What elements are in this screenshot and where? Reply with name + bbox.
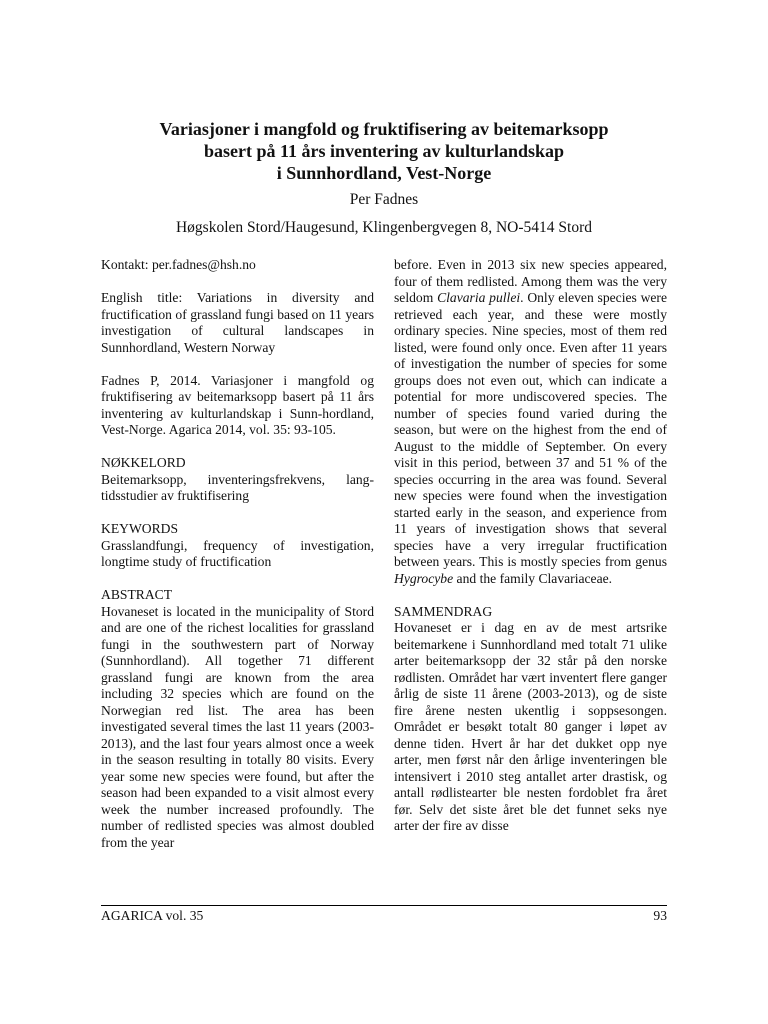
title-line: basert på 11 års inventering av kulturlandskap — [203, 141, 565, 161]
author-name: Per Fadnes — [349, 191, 419, 208]
sammendrag-text: Hovaneset er i dag en av de mest artsrike beitemarkene i Sunnhordland med totalt 71 ulike arter beitemarksopp der 32 står på den norske rødlisten. Området har vært inventert flere ganger årlig de siste 11 årene (2003-2013), og de siste fire årene nesten ukentlig i soppsesongen. Området er besøkt totalt 80 ganger i løpet av denne tiden. Hvert år har det dukket opp nye arter, men først når den årlige inventeringen ble intensivert i 2010 steg antallet arter drastisk, og antall rødlistearter ble nesten fordoblet fra året før. Selv det siste året ble det funnet seks nye arter der fire av disse — [394, 620, 667, 833]
right-column — [394, 257, 667, 835]
article-title — [101, 118, 667, 184]
english-title: English title: Variations in diversity and fructification of grassland fungi based on 11 years investigation of cultural landscapes in Sunnhordland, Western Norway — [101, 290, 374, 355]
journal-name: AGARICA vol. 35 — [101, 908, 204, 923]
species-name: Clavaria pullei — [437, 290, 521, 305]
abstract-heading: ABSTRACT — [101, 587, 173, 602]
abstract-text-left: Hovaneset is located in the municipality of Stord and are one of the richest localities for grassland fungi in the southwestern part of Norway (Sunnhordland). All together 71 different grassland fungi are known from the area including 32 species which are found on the Norwegian red list. The area has been investigated several times the last 11 years (2003-2013), and the last four years almost once a week in the season resulting in totally 80 visits. Every year some new species were found, but after the season had been expanded to a visit almost every week the number increased profoundly. The number of redlisted species was almost doubled from the year — [101, 603, 374, 850]
page-number: 93 — [653, 908, 667, 923]
abstract-text-part: before. Even in 2013 six new species appeared, four of them redlisted. Among them was the very seldom — [394, 257, 667, 305]
title-line: i Sunnhordland, Vest-Norge — [276, 163, 492, 183]
genus-name: Hygrocybe — [394, 570, 454, 586]
left-column — [101, 257, 374, 851]
abstract-text-part: and the family Clavariaceae. — [456, 570, 613, 586]
citation: Fadnes P, 2014. Variasjoner i mangfold og fruktifisering av beitemarksopp basert på 11 års inventering av kulturlandskap i Sunn-hordland, Vest-Norge. Agarica 2014, vol. 35: 93-105. — [101, 372, 374, 437]
abstract-text-part: . Only eleven species were retrieved each year, and these were mostly ordinary species. Nine species, most of them red listed, were found only once. Even after 11 years of investigation the number of species for some groups does not even out, which can indicate a potential for more undiscovered species. The number of species found varied during the season, but were on the highest from the end of August to the middle of September. On every visit in this period, between 37 and 51 % of the species occurring in the area was found. Several new species were found when the investigation started early in the season, and experience from 11 years of investigation shows that several species have a very irregular fructification between years. This is mostly species from genus — [394, 290, 667, 569]
keywords-heading: KEYWORDS — [101, 521, 179, 536]
author-affiliation: Høgskolen Stord/Haugesund, Klingenbergvegen 8, NO-5414 Stord — [175, 219, 592, 236]
keywords-section — [101, 521, 374, 571]
contact-line: Kontakt: per.fadnes@hsh.no — [101, 257, 256, 272]
title-line: Variasjoner i mangfold og fruktifisering av beitemarksopp — [159, 119, 609, 139]
article-page — [101, 0, 667, 1024]
abstract-text-right — [394, 257, 667, 587]
sammendrag-heading: SAMMENDRAG — [394, 603, 493, 619]
abstract-section — [101, 587, 374, 851]
sammendrag-section — [394, 604, 667, 835]
nokkelord-text: Beitemarksopp, inventeringsfrekvens, lang-tidsstudier av fruktifisering — [101, 471, 374, 503]
page-footer — [101, 908, 667, 924]
nokkelord-heading: NØKKELORD — [101, 455, 186, 470]
nokkelord-section — [101, 455, 374, 505]
keywords-text: Grasslandfungi, frequency of investigation, longtime study of fructification — [101, 537, 374, 569]
footer-divider — [101, 905, 667, 906]
